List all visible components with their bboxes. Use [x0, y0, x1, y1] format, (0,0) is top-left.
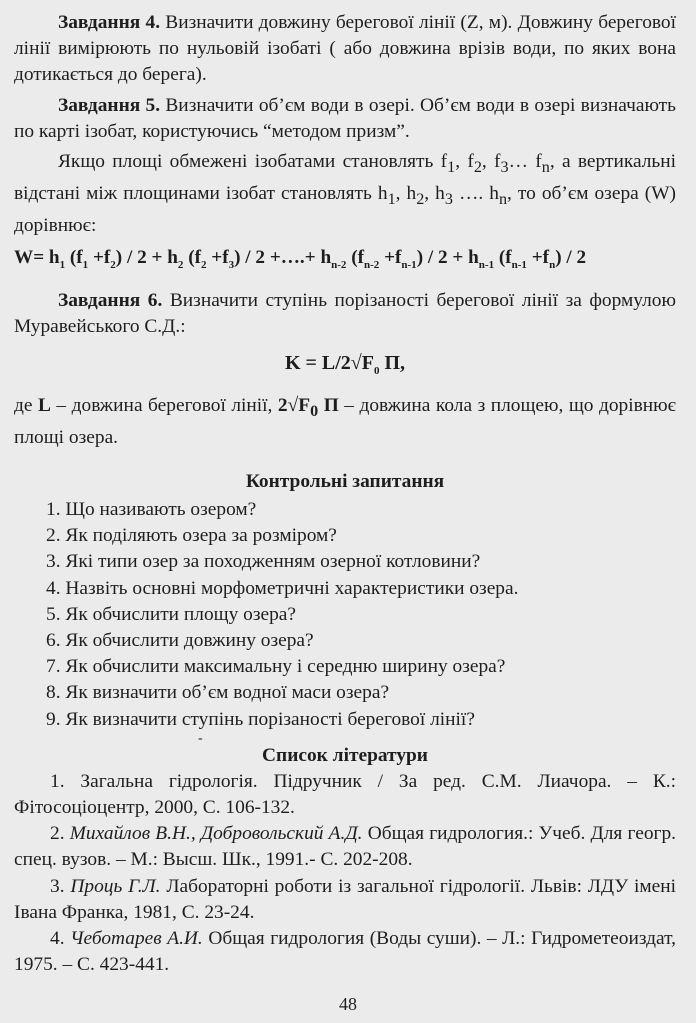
text-run: … f	[508, 151, 542, 173]
list-item: 3. Які типи озер за походженням озерної котловини?	[46, 551, 481, 573]
reference-text: Общая гидрология (Воды суши). – Л.: Гидрометеоиздат, 1975. – С. 423-441.	[14, 927, 677, 976]
task6-text: Визначити ступінь порізаності берегової лінії за формулою Муравейського С.Д.:	[14, 290, 676, 338]
subscript: 1	[387, 190, 396, 208]
formula-subscript: n	[549, 259, 556, 272]
task4-label: Завдання 4.	[58, 12, 161, 33]
formula-run: (f	[494, 247, 512, 269]
references-list	[14, 769, 676, 979]
task5-label: Завдання 5.	[58, 94, 161, 116]
reference-item	[14, 821, 676, 873]
reference-number: 4.	[50, 927, 71, 949]
subscript: 1	[447, 158, 456, 176]
list-item: 9. Як визначити ступінь порізаності берегової лінії?	[46, 708, 475, 730]
formula-subscript: n-2	[364, 259, 380, 272]
formula-subscript: 0	[373, 364, 380, 377]
volume-formula	[14, 245, 676, 278]
reference-item	[14, 874, 676, 926]
subscript: n	[498, 190, 508, 208]
subscript: 3	[500, 158, 509, 176]
formula-subscript: 2	[110, 259, 116, 272]
text-run: , f	[455, 151, 474, 173]
formula-subscript: 1	[59, 259, 66, 272]
task5-text: Визначити об’єм води в озері. Об’єм води в озері визначають по карті ізобат, користуючись “методом призм”.	[14, 94, 676, 142]
formula-run: (f	[65, 247, 83, 269]
formula-run: ) / 2	[555, 247, 587, 269]
task5-prism-paragraph	[14, 149, 676, 239]
questions-list	[14, 497, 676, 733]
reference-item	[14, 926, 676, 978]
formula-subscript: 1	[82, 259, 89, 272]
formula-run: +f	[206, 247, 229, 269]
reference-number: 2.	[50, 823, 70, 845]
stray-dash: -	[198, 731, 203, 746]
text-run: , то об’єм озера (W) дорівнює:	[14, 183, 676, 237]
indentation-formula	[14, 349, 676, 385]
reference-number: 3.	[50, 875, 71, 897]
formula-run: ) / 2 + h	[115, 247, 178, 269]
list-item: 7. Як обчислити максимальну і середню ширину озера?	[46, 656, 506, 678]
text-run: – довжина берегової лінії,	[50, 394, 278, 416]
formula-subscript: 2	[177, 259, 184, 272]
text-run: , h	[395, 183, 417, 205]
formula-subscript: n-1	[401, 259, 417, 272]
reference-text: Лабораторні роботи із загальної гідрології. Львів: ЛДУ імені Івана Франка, 1981, С. 23-24.	[14, 875, 676, 923]
task6-label: Завдання 6.	[58, 290, 163, 312]
formula-run: +f	[88, 247, 111, 269]
text-run: L	[37, 394, 51, 416]
formula-run: П,	[379, 351, 406, 374]
text-run: , h	[424, 183, 445, 205]
task6-definition	[14, 393, 676, 451]
subscript: 3	[444, 190, 453, 208]
list-item: 5. Як обчислити площу озера?	[46, 603, 296, 625]
text-run: Якщо площі обмежені ізобатами становлять f	[58, 151, 448, 173]
task6-paragraph	[14, 288, 676, 340]
formula-run: W= h	[14, 247, 60, 269]
text-run: , f	[481, 151, 501, 173]
text-run: – довжина кола з площею, що дорівнює площі озера.	[14, 394, 676, 448]
formula-subscript: n-2	[331, 259, 347, 272]
reference-author: Чеботарев А.И.	[70, 927, 203, 949]
subscript: 2	[473, 158, 482, 176]
reference-author: Михайлов В.Н., Добровольский А.Д.	[69, 823, 363, 845]
formula-subscript: n-1	[511, 259, 527, 272]
page-number: 48	[339, 994, 357, 1014]
formula-run: ) / 2 +….+ h	[234, 247, 332, 269]
references-heading: Список літератури	[262, 744, 428, 766]
questions-heading: Контрольні запитання	[245, 470, 445, 492]
list-item: 1. Що називають озером?	[46, 498, 257, 520]
formula-run: K = L/2√F	[284, 351, 374, 374]
subscript: n	[541, 158, 550, 176]
subscript: 0	[310, 402, 319, 420]
formula-subscript: n-1	[478, 259, 495, 272]
task4-paragraph	[14, 10, 676, 89]
task5-paragraph	[14, 93, 676, 145]
list-item: 8. Як визначити об’єм водної маси озера?	[46, 682, 390, 704]
subscript: 2	[416, 190, 425, 208]
text-run: де	[14, 394, 38, 416]
formula-run: ) / 2 + h	[416, 247, 479, 269]
task4-text: Визначити довжину берегової лінії (Z, м). Довжину берегової лінії вимірюють по нульовій ізобаті ( або довжина врізів води, по яких вона дотикається до берега).	[14, 12, 676, 86]
formula-run: (f	[183, 247, 201, 269]
text-run: , а вертикальні відстані між площинами ізобат становлять h	[14, 151, 677, 205]
formula-run: +f	[526, 247, 550, 269]
text-run: П	[318, 394, 339, 416]
formula-subscript: 3	[228, 259, 235, 272]
reference-text: Общая гидрология.: Учеб. Для геогр. спец. вузов. – М.: Высш. Шк., 1991.- С. 202-208.	[14, 823, 677, 871]
reference-item: 1. Загальна гідрологія. Підручник / За ред. С.М. Лиачора. – К.: Фітосоціоцентр, 2000, С. 106-132.	[14, 770, 676, 818]
formula-run: +f	[379, 247, 402, 269]
list-item: 2. Як поділяють озера за розміром?	[46, 525, 337, 547]
text-run: …. h	[452, 183, 499, 205]
reference-author: Проць Г.Л.	[70, 875, 161, 897]
formula-run: (f	[346, 247, 364, 269]
list-item: 4. Назвіть основні морфометричні характеристики озера.	[46, 577, 519, 599]
formula-subscript: 2	[200, 259, 207, 272]
list-item: 6. Як обчислити довжину озера?	[46, 629, 314, 651]
text-run: 2√F	[277, 394, 311, 416]
